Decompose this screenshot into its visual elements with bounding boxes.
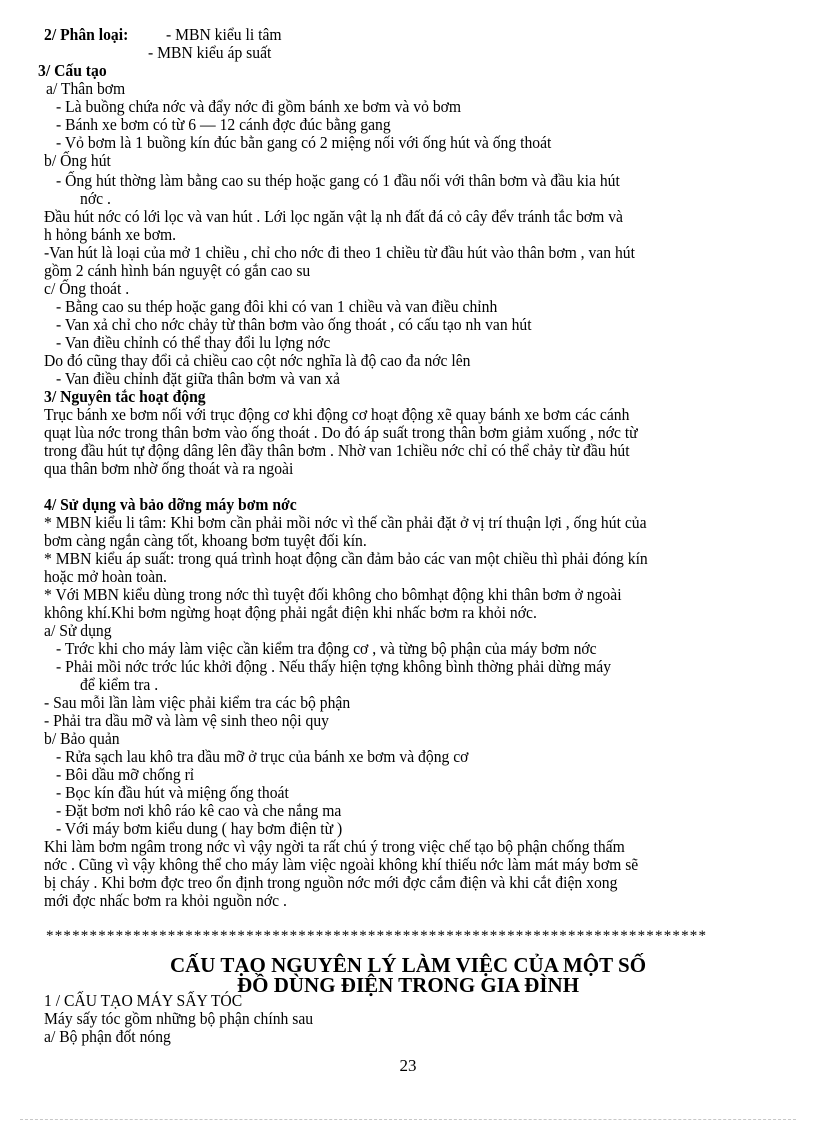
text-line: không khí.Khi bơm ngừng hoạt động phải ngắt điện khi nhấc bơm ra khỏi nớc.: [44, 603, 537, 622]
text-line: để kiểm tra .: [80, 675, 159, 694]
text-line: gồm 2 cánh hình bán nguyệt có gắn cao su: [44, 261, 311, 280]
text-line: mới đợc nhấc bơm ra khỏi nguồn nớc .: [44, 891, 287, 910]
text-line: - MBN kiểu áp suất: [148, 43, 272, 62]
subsection-heading: 1 / CẤU TẠO MÁY SẤY TÓC: [44, 991, 243, 1010]
subsection-heading: a/ Thân bơm: [46, 79, 126, 98]
text-line: Khi làm bơm ngâm trong nớc vì vậy ngời ta rất chú ý trong việc chế tạo bộ phận chống thấm: [44, 837, 625, 856]
text-line: - Với máy bơm kiểu dung ( hay bơm điện từ ): [56, 819, 343, 838]
text-line: - Sau mỗi lần làm việc phải kiểm tra các bộ phận: [44, 693, 351, 712]
text-line: - Van điều chỉnh có thể thay đổi lu lợng nớc: [56, 333, 331, 352]
subsection-heading: b/ Bảo quản: [44, 729, 120, 748]
text-line: Trục bánh xe bơm nối với trục động cơ khi động cơ hoạt động xẽ quay bánh xe bơm các cánh: [44, 405, 630, 424]
text-line: - Là buồng chứa nớc và đẩy nớc đi gồm bánh xe bơm và vỏ bơm: [56, 97, 462, 116]
text-line: bơm càng ngắn càng tốt, khoang bơm tuyệt đối kín.: [44, 531, 367, 550]
text-line: - Phải tra dầu mỡ và làm vệ sinh theo nội quy: [44, 711, 329, 730]
text-line: - Van điều chỉnh đặt giữa thân bơm và van xả: [56, 369, 341, 388]
text-line: - Bánh xe bơm có từ 6 — 12 cánh đợc đúc bằng gang: [56, 115, 391, 134]
text-line: hoặc mở hoàn toàn.: [44, 567, 167, 586]
page-divider: [20, 1119, 796, 1120]
text-line: Do đó cũng thay đổi cả chiều cao cột nớc nghĩa là độ cao đa nớc lên: [44, 351, 471, 370]
text-line: - Bằng cao su thép hoặc gang đôi khi có van 1 chiều và van điều chỉnh: [56, 297, 498, 316]
text-line: qua thân bơm nhờ ống thoát và ra ngoài: [44, 459, 294, 478]
subsection-heading: a/ Bộ phận đốt nóng: [44, 1027, 171, 1046]
section-heading: 3/ Nguyên tắc hoạt động: [44, 387, 206, 406]
text-line: * Với MBN kiểu dùng trong nớc thì tuyệt đối không cho bômhạt động khi thân bơm ở ngoài: [44, 585, 622, 604]
text-line: -Van hút là loại của mở 1 chiều , chỉ cho nớc đi theo 1 chiều từ đầu hút vào thân bơm , van hút: [44, 243, 635, 262]
chapter-title-line1: CẤU TẠO NGUYÊN LÝ LÀM VIỆC CỦA MỘT SỐ: [169, 953, 647, 977]
text-line: nớc . Cũng vì vậy không thể cho máy làm việc ngoài không khí thiếu nớc làm mát máy bơm sẽ: [44, 855, 639, 874]
subsection-heading: a/ Sử dụng: [44, 621, 112, 640]
chapter-title-line2: ĐỒ DÙNG ĐIỆN TRONG GIA ĐÌNH: [236, 973, 580, 997]
text-line: - Vỏ bơm là 1 buồng kín đúc bằn gang có 2 miệng nối với ống hút và ống thoát: [56, 133, 552, 152]
section-heading: 4/ Sử dụng và bảo dỡng máy bơm nớc: [44, 495, 297, 514]
text-line: - Bọc kín đầu hút và miệng ống thoát: [56, 783, 289, 802]
text-line: - Rửa sạch lau khô tra dầu mỡ ở trục của bánh xe bơm và động cơ: [56, 747, 469, 766]
separator: ****************************************************************************: [46, 928, 708, 944]
text-line: h hỏng bánh xe bơm.: [44, 225, 177, 244]
text-line: - Bôi dầu mỡ chống rỉ: [56, 765, 195, 784]
text-line: quạt lùa nớc trong thân bơm vào ống thoát . Do đó áp suất trong thân bơm giảm xuống , nớc từ: [44, 423, 638, 442]
text-line: Máy sấy tóc gồm những bộ phận chính sau: [44, 1009, 314, 1028]
page-number: 23: [399, 1056, 417, 1075]
text-line: - Đặt bơm nơi khô ráo kê cao và che nắng ma: [56, 801, 342, 820]
text-line: - Van xả chỉ cho nớc chảy từ thân bơm vào ống thoát , có cấu tạo nh van hút: [56, 315, 532, 334]
subsection-heading: c/ Ống thoát .: [44, 279, 130, 298]
text-line: nớc .: [80, 189, 111, 208]
text-line: - Trớc khi cho máy làm việc cần kiểm tra động cơ , và từng bộ phận của máy bơm nớc: [56, 639, 597, 658]
text-line: - Ống hút thờng làm bằng cao su thép hoặc gang có 1 đầu nối với thân bơm và đầu kia hút: [56, 171, 620, 190]
section-heading: 2/ Phân loại:: [44, 25, 129, 44]
text-line: Đầu hút nớc có lới lọc và van hút . Lới lọc ngăn vật lạ nh đất đá cỏ cây đểv tránh tắc bơm và: [44, 207, 623, 226]
subsection-heading: b/ Ống hút: [44, 151, 111, 170]
section-heading: 3/ Cấu tạo: [38, 61, 107, 80]
text-line: - MBN kiểu li tâm: [166, 25, 282, 44]
text-line: - Phải mồi nớc trớc lúc khởi động . Nếu thấy hiện tợng không bình thờng phải dừng máy: [56, 657, 612, 676]
text-line: * MBN kiểu áp suất: trong quá trình hoạt động cần đảm bảo các van một chiều thì phải đóng kín: [44, 549, 648, 568]
text-line: * MBN kiểu li tâm: Khi bơm cần phải mồi nớc vì thế cần phải đặt ở vị trí thuận lợi , ống hút của: [44, 513, 647, 532]
text-line: trong đầu hút tự động dâng lên đầy thân bơm . Nhờ van 1chiều nớc chỉ có thể chảy từ đầu hút: [44, 441, 630, 460]
text-line: bị cháy . Khi bơm đợc treo ổn định trong nguồn nớc mới đợc cắm điện và khi cắt điện xong: [44, 873, 618, 892]
